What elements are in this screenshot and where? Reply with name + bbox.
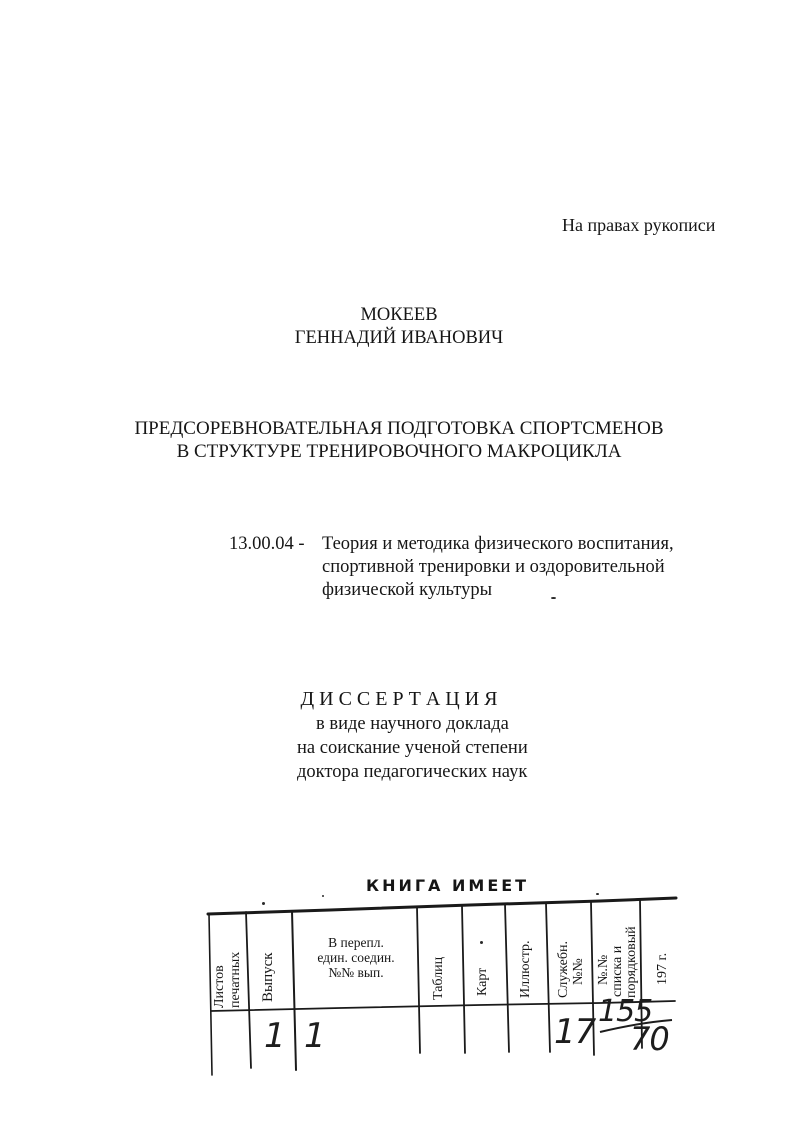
rights-note: На правах рукописи bbox=[562, 215, 716, 235]
col-service-label-1: Служебн. bbox=[556, 941, 571, 998]
title-line-2: В СТРУКТУРЕ ТРЕНИРОВОЧНОГО МАКРОЦИКЛА bbox=[176, 441, 622, 462]
handwritten-binding: 1 bbox=[304, 1016, 325, 1056]
author-given-names: ГЕННАДИЙ ИВАНОВИЧ bbox=[294, 328, 504, 348]
col-service-label-2: №№ bbox=[571, 958, 586, 985]
col-sheets-label-1: Листов bbox=[212, 965, 227, 1008]
degree-line-1: в виде научного доклада bbox=[316, 714, 509, 734]
col-year-label: 197 г. bbox=[655, 952, 670, 985]
col-list-label-2: списка и bbox=[610, 945, 625, 997]
degree-heading: Д И С С Е Р Т А Ц И Я bbox=[300, 688, 498, 710]
specialty-code: 13.00.04 - bbox=[229, 534, 305, 554]
degree-line-2: на соискание ученой степени bbox=[297, 738, 528, 758]
col-list-label-3: порядковый bbox=[624, 926, 639, 998]
specialty-line-2: спортивной тренировки и оздоровительной bbox=[322, 557, 665, 577]
col-issue-label: Выпуск bbox=[260, 952, 276, 1002]
handwritten-list-bottom: 70 bbox=[630, 1020, 669, 1058]
handwritten-list-top: 155 bbox=[598, 994, 653, 1029]
specialty-line-1: Теория и методика физического воспитания, bbox=[322, 534, 674, 554]
col-sheets-label-2: печатных bbox=[228, 951, 243, 1008]
col-binding-label-2: един. соедин. bbox=[317, 950, 395, 965]
col-binding-label-1: В перепл. bbox=[328, 935, 384, 950]
col-maps-label: Карт bbox=[475, 967, 490, 996]
specialty-line-3: физической культуры bbox=[322, 580, 493, 600]
col-binding-label-3: №№ вып. bbox=[328, 965, 384, 980]
author-surname: МОКЕЕВ bbox=[360, 305, 438, 325]
col-list-label-1: №.№ bbox=[596, 954, 611, 985]
stamp-title: КНИГА ИМЕЕТ bbox=[366, 876, 530, 895]
title-line-1: ПРЕДСОРЕВНОВАТЕЛЬНАЯ ПОДГОТОВКА СПОРТСМЕНОВ bbox=[134, 418, 664, 439]
degree-line-3: доктора педагогических наук bbox=[297, 762, 528, 782]
handwritten-service: 17 bbox=[554, 1012, 596, 1052]
col-illustr-label: Иллюстр. bbox=[518, 940, 533, 998]
col-tables-label: Таблиц bbox=[431, 956, 446, 1000]
handwritten-issue: 1 bbox=[264, 1016, 285, 1056]
